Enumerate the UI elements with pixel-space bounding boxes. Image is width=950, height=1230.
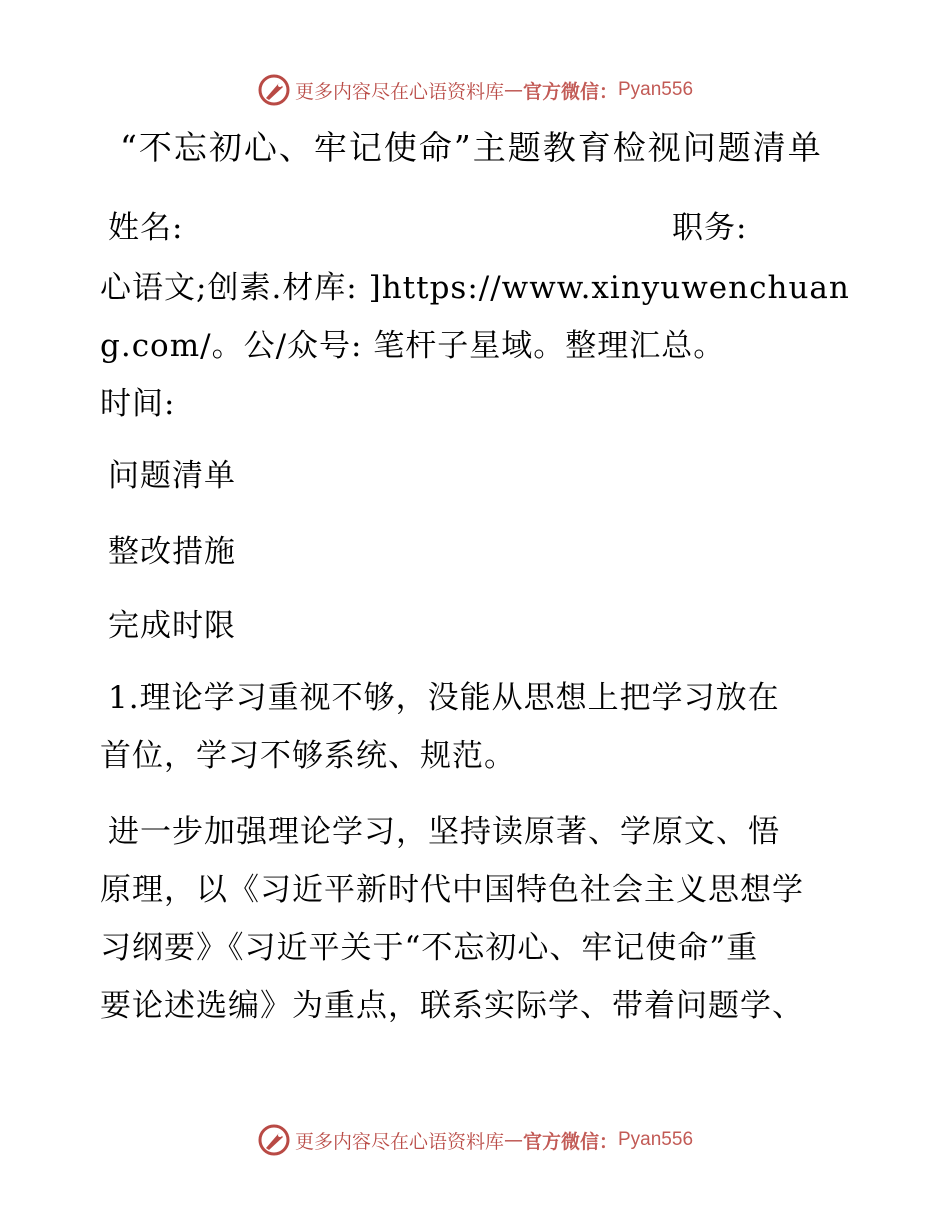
name-label: 姓名: [108, 210, 184, 246]
banner-separator: — [503, 1129, 523, 1151]
column-header-deadline: 完成时限 [108, 608, 236, 644]
source-line-2: g.com/。公/众号: 笔杆子星域。整理汇总。 [100, 328, 726, 364]
measure-1-line-2: 原理，以《习近平新时代中国特色社会主义思想学 [100, 872, 804, 908]
banner-separator: — [503, 79, 523, 101]
banner-wechat-id: Pyan556 [618, 1129, 694, 1150]
banner-wechat-label: 官方微信： [522, 1130, 618, 1153]
footer-banner [0, 1120, 950, 1160]
pen-nib-logo-icon [257, 73, 291, 107]
source-line-1: 心语文;创素.材库: ]https://www.xinyuwenchuan [100, 270, 850, 306]
position-label: 职务: [672, 210, 748, 246]
problem-1-line-2: 首位，学习不够系统、规范。 [100, 738, 516, 774]
header-banner [0, 70, 950, 110]
pen-nib-logo-icon [257, 1123, 291, 1157]
measure-1-line-4: 要论述选编》为重点，联系实际学、带着问题学、 [100, 988, 804, 1024]
measure-1-line-1: 进一步加强理论学习，坚持读原著、学原文、悟 [108, 814, 780, 850]
banner-text: 更多内容尽在心语资料库 [294, 1130, 504, 1153]
document-title: “不忘初心、牢记使命”主题教育检视问题清单 [120, 128, 823, 167]
banner-wechat-id: Pyan556 [618, 79, 694, 100]
problem-1-line-1: 1.理论学习重视不够，没能从思想上把学习放在 [108, 680, 780, 716]
time-label: 时间: [100, 386, 176, 422]
banner-text: 更多内容尽在心语资料库 [294, 80, 504, 103]
measure-1-line-3: 习纲要》《习近平关于“不忘初心、牢记使命”重 [100, 930, 759, 966]
banner-wechat-label: 官方微信： [522, 80, 618, 103]
column-header-measures: 整改措施 [108, 534, 236, 570]
column-header-problems: 问题清单 [108, 458, 236, 494]
